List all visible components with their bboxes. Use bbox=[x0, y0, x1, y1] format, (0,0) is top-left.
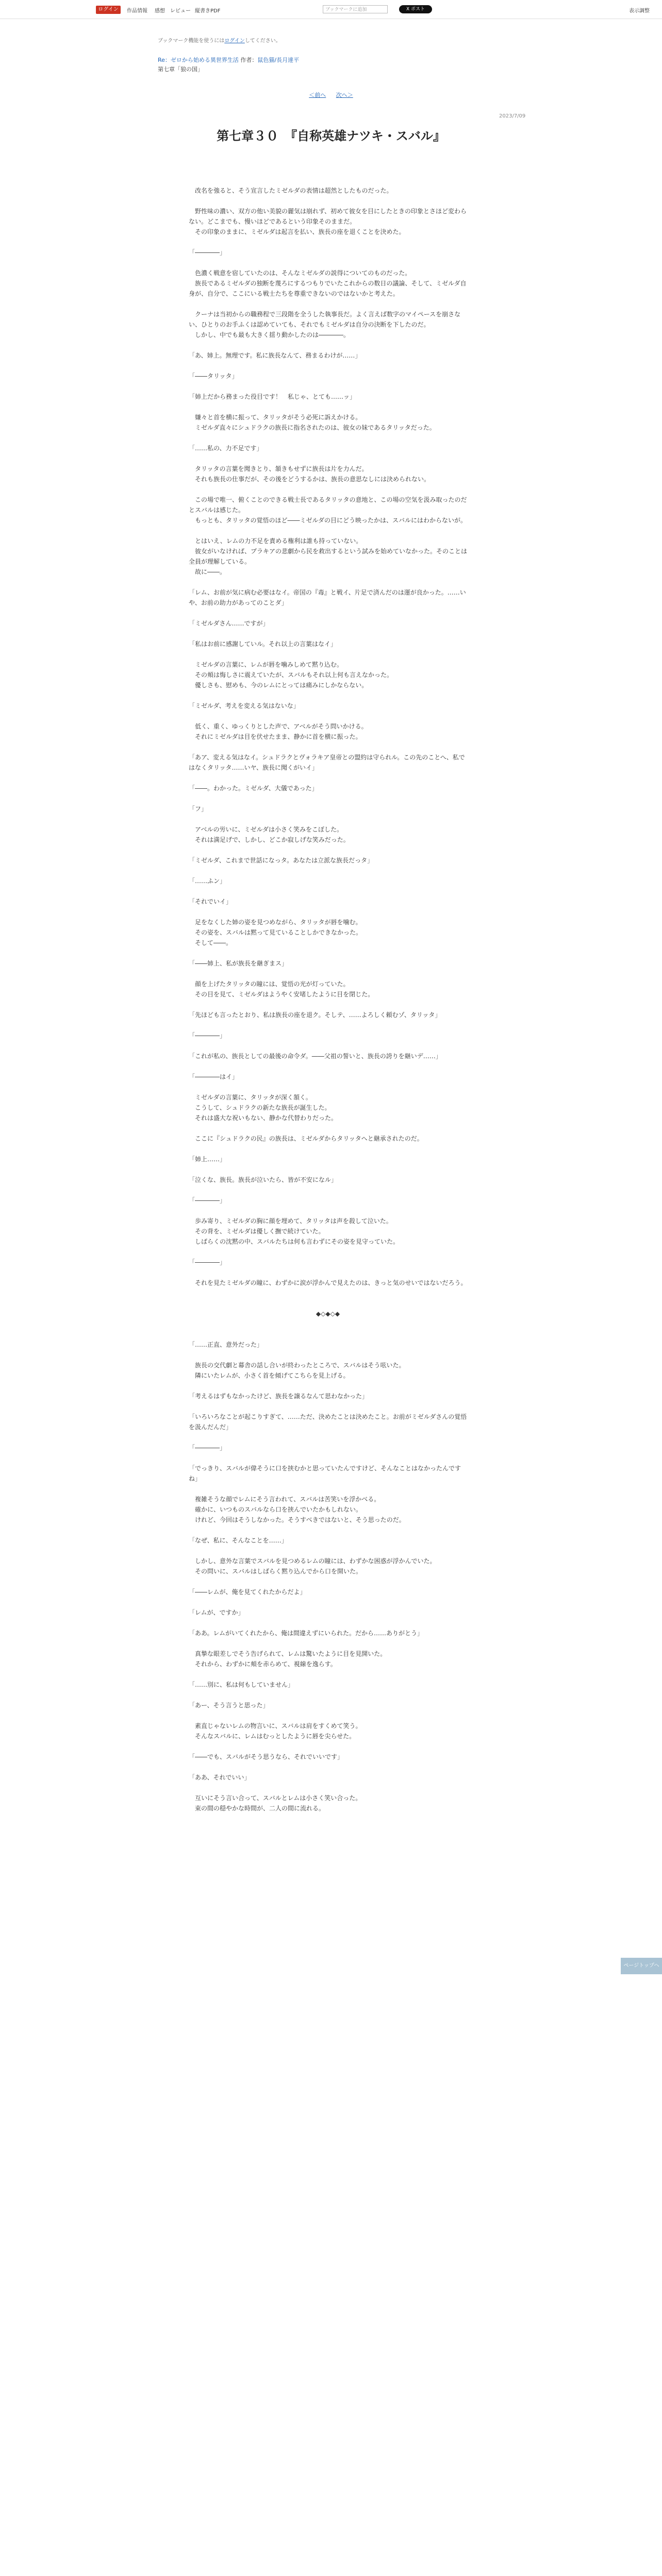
novel-paragraph: クーナは当初からの職務程で三段階を全うした執事長だ。よく言えば数字のマイペースを崩さない、ひとりのお手ふくは認めていても、それでもミゼルダは自分の決断を下したのだ。 しかし、中でも最も大きく揺り動かしたのは――――。 bbox=[189, 311, 461, 338]
novel-paragraph: 「……私の、力不足です」 bbox=[189, 445, 263, 452]
novel-paragraph: 「あ、姉上。無理です。私に族長なんて、務まるわけが……」 bbox=[189, 352, 361, 359]
x-share-button[interactable]: X ポスト bbox=[399, 5, 432, 13]
novel-paragraph: 「姉上だから務まった役目です！ 私じゃ、とても……ッ」 bbox=[189, 393, 356, 400]
top-navigation-bar bbox=[0, 0, 662, 19]
novel-paragraph: 「いろいろなことが起こりすぎて、……ただ、決めたことは決めたこと。お前がミゼルダさんの覚悟を汲んだんだ」 bbox=[189, 1413, 467, 1431]
page-top-button[interactable]: ページトップへ bbox=[621, 1958, 662, 1974]
notice-login-link[interactable]: ログイン bbox=[224, 38, 245, 44]
novel-paragraph: 「姉上……」 bbox=[189, 1156, 226, 1163]
novel-paragraph: 「――――」 bbox=[189, 1197, 226, 1204]
novel-paragraph: 「レム、お前が気に病む必要はなイ。帝国の『毒』と戦イ、片足で済んだのは運が良かった。……いや、お前の助力があってのことダ」 bbox=[189, 589, 466, 606]
novel-paragraph: 「ミゼルダさん……ですが」 bbox=[189, 620, 269, 627]
nav-reviews[interactable]: レビュー bbox=[170, 8, 191, 14]
novel-paragraph: 「私はお前に感謝していル。それ以上の言葉はなイ」 bbox=[189, 640, 337, 648]
notice-suffix: してください。 bbox=[244, 38, 281, 44]
novel-paragraph: タリッタの言葉を聞きとり、頷きもせずに族長は片を力んだ。 それも族長の仕事だが、その後をどうするかは、族長の意思なしには決められない。 bbox=[195, 465, 431, 483]
notice-prefix: ブックマーク機能を使うには bbox=[158, 38, 225, 44]
episode-title: 第七章３０ 『自称英雄ナツキ・スバル』 bbox=[217, 128, 445, 143]
novel-paragraph: ミゼルダの言葉に、レムが唇を噛みしめて黙り込む。 その頬は悔しさに震えていたが、スバルもそれ以上何も言えなかった。 優しさも、慰めも、今のレムにとっては痛みにしかならない。 bbox=[195, 661, 393, 689]
publish-date: 2023/7/09 bbox=[499, 113, 526, 119]
novel-paragraph: 真摯な眼差しでそう告げられて、レムは驚いたように目を見開いた。 それから、わずかに頬を赤らめて、視線を逸らす。 bbox=[195, 1650, 387, 1668]
novel-paragraph: 「考えるはずもなかったけど、族長を譲るなんて思わなかった」 bbox=[189, 1393, 369, 1400]
bookmark-notice bbox=[158, 36, 281, 44]
novel-paragraph: 改名を強ると、そう宣言したミゼルダの表情は超然としたものだった。 bbox=[189, 187, 393, 194]
novel-paragraph: 歩み寄り、ミゼルダの胸に顔を埋めて、タリッタは声を殺して泣いた。 その背を、ミゼルダは優しく撫で続けていた。 しばらくの沈黙の中、スバルたちは何も言わずにその姿を見守っていた。 bbox=[195, 1217, 400, 1245]
novel-paragraph: ◆◇◆◇◆ bbox=[316, 1310, 340, 1317]
pager-top bbox=[0, 91, 662, 99]
novel-paragraph: 「あア、変える気はなイ。シュドラクとヴォラキア皇帝との盟約は守られル。この先のことへ、私ではなくタリッタ……いヤ、族長に聞くがいイ」 bbox=[189, 754, 465, 771]
display-settings-link[interactable]: 表示調整 bbox=[629, 8, 650, 14]
novel-paragraph: 「……ふン」 bbox=[189, 877, 226, 885]
breadcrumb bbox=[158, 56, 299, 64]
novel-paragraph: 「泣くな、族長。族長が泣いたら、皆が不安になル」 bbox=[189, 1176, 338, 1183]
novel-paragraph: この場で唯一、俯くことのできる戦士長であるタリッタの意地と、この場の空気を汲み取ったのだとスバルは感じた。 もっとも、タリッタの覚悟のほど――ミゼルダの目にどう映ったかは、スバルにはわからないが。 bbox=[189, 496, 467, 524]
novel-paragraph: 足をなくした姉の姿を見つめながら、タリッタが唇を噛む。 その姿を、スバルは黙って見ていることしかできなかった。 そして――。 bbox=[195, 919, 362, 946]
novel-paragraph: 「これが私の、族長としての最後の命令ダ。――父祖の誓いと、族長の誇りを継いデ……」 bbox=[189, 1053, 442, 1060]
novel-paragraph: 「レムが、ですか」 bbox=[189, 1609, 244, 1616]
author-label: 作者： bbox=[240, 57, 258, 63]
novel-paragraph: アベルの労いに、ミゼルダは小さく笑みをこぼした。 それは満足げで、しかし、どこか寂しげな笑みだった。 bbox=[195, 826, 350, 843]
novel-paragraph: 「――。わかった。ミゼルダ、大儀であった」 bbox=[189, 785, 318, 792]
novel-paragraph: 「あー、そう言うと思った」 bbox=[189, 1702, 269, 1709]
novel-paragraph: 「フ」 bbox=[189, 805, 208, 812]
novel-paragraph: ミゼルダの言葉に、タリッタが深く頷く。 こうして、シュドラクの新たな族長が誕生した。 それは盛大な祝いもない、静かな代替わりだった。 bbox=[195, 1094, 338, 1122]
nav-work-info[interactable]: 作品情報 bbox=[127, 8, 147, 14]
novel-paragraph: 複雑そうな顔でレムにそう言われて、スバルは苦笑いを浮かべる。 確かに、いつものスバルなら口を挟んでいたかもしれない。 けれど、今回はそうしなかった。そうすべきではないと、そう思ったのだ。 bbox=[195, 1496, 405, 1523]
login-button[interactable]: ログイン bbox=[96, 6, 121, 14]
novel-paragraph: 野性味の濃い、双方の他い美貌の麗気は崩れず、初めて彼女を目にしたときの印象とさほど変わらない。どこまでも、慢いほどであるという印象そのままだ。 その印象のままに、ミゼルダは起言を払い、族長の座を退くことを決めた。 bbox=[189, 208, 467, 235]
novel-paragraph: 「ミゼルダ、考えを変える気はないな」 bbox=[189, 702, 300, 709]
novel-paragraph: しかし、意外な言葉でスバルを見つめるレムの瞳には、わずかな困惑が浮かんでいた。 その問いに、スバルはしばらく黙り込んでから口を開いた。 bbox=[195, 1557, 436, 1575]
novel-paragraph: 「なぜ、私に、そんなことを……」 bbox=[189, 1537, 288, 1544]
novel-paragraph: 素直じゃないレムの物言いに、スバルは肩をすくめて笑う。 そんなスバルに、レムはむっとしたように唇を尖らせた。 bbox=[195, 1722, 362, 1740]
novel-paragraph: 色濃く戦意を宿していたのは、そんなミゼルダの説得についてのものだった。 族長であるミゼルダの独断を蔑ろにするつもりでいたこれからの数日の議論、そして、ミゼルダ自身が、自分で、ここにいる戦士たちを尊重できないのではないかと考えた。 bbox=[189, 269, 467, 297]
novel-paragraph: 「――でも、スバルがそう思うなら、それでいいです」 bbox=[189, 1753, 344, 1760]
novel-paragraph: 顔を上げたタリッタの瞳には、覚悟の光が灯っていた。 その目を見て、ミゼルダはようやく安堵したように目を閉じた。 bbox=[195, 980, 374, 998]
next-link[interactable]: 次へ＞ bbox=[336, 92, 353, 98]
novel-paragraph: 「……別に、私は何もしていません」 bbox=[189, 1681, 294, 1688]
nav-vertical-pdf[interactable]: 縦書きPDF bbox=[195, 8, 221, 14]
novel-paragraph: 「――姉上、私が族長を継ぎまス」 bbox=[189, 960, 288, 967]
novel-paragraph: 「ああ、それでいい」 bbox=[189, 1774, 251, 1781]
novel-paragraph: 「……正直、意外だった」 bbox=[189, 1341, 263, 1348]
novel-paragraph: 「――――」 bbox=[189, 1444, 226, 1451]
novel-paragraph: とはいえ、レムの力不足を責める権利は誰も持っていない。 彼女がいなければ、プラキアの悲劇から民を救出するという試みを始めていなかった。そのことは全員が理解している。 故に――。 bbox=[189, 537, 468, 575]
novel-body bbox=[189, 185, 467, 1824]
novel-paragraph: 互いにそう言い合って、スバルとレムは小さく笑い合った。 束の間の穏やかな時間が、二人の間に流れる。 bbox=[195, 1794, 362, 1812]
novel-paragraph: 「――――」 bbox=[189, 1032, 226, 1039]
novel-paragraph: 「――――」 bbox=[189, 249, 226, 256]
novel-paragraph: 「――レムが、俺を見てくれたからだよ」 bbox=[189, 1588, 306, 1596]
novel-paragraph: 「――――」 bbox=[189, 1259, 226, 1266]
chapter-name: 第七章「狼の国」 bbox=[158, 66, 203, 73]
novel-paragraph: それを見たミゼルダの瞳に、わずかに涙が浮かんで見えたのは、きっと気のせいではないだろう。 bbox=[189, 1279, 467, 1286]
prev-link[interactable]: ＜前へ bbox=[309, 92, 326, 98]
work-title-link[interactable]: Re：ゼロから始める異世界生活 bbox=[158, 57, 239, 63]
novel-paragraph: 「ああ。レムがいてくれたから、俺は間違えずにいられた。だから……ありがとう」 bbox=[189, 1630, 424, 1637]
novel-paragraph: 「先ほども言ったとおり、私は族長の座を退ク。そしテ、……よろしく頼むゾ、タリッタ」 bbox=[189, 1011, 441, 1019]
novel-paragraph: 「それでいイ」 bbox=[189, 898, 233, 905]
novel-paragraph: 族長の交代劇と幕舎の話し合いが終わったところで、スバルはそう呟いた。 隣にいたレムが、小さく首を傾げてこちらを見上げる。 bbox=[195, 1362, 405, 1379]
novel-paragraph: 「――――はイ」 bbox=[189, 1073, 239, 1080]
novel-paragraph: 低く、重く、ゆっくりとした声で、アベルがそう問いかける。 それにミゼルダは目を伏せたまま、静かに首を横に振った。 bbox=[195, 723, 368, 740]
novel-paragraph: 「――タリッタ」 bbox=[189, 372, 238, 380]
nav-impressions[interactable]: 感想 bbox=[155, 8, 165, 14]
novel-paragraph: 嫌々と首を横に振って、タリッタがそう必死に訴えかける。 ミゼルダ直々にシュドラクの族長に指名されたのは、彼女の妹であるタリッタだった。 bbox=[195, 414, 436, 431]
novel-paragraph: 「でっきり、スバルが偉そうに口を挟むかと思っていたんですけど、そんなことはなかったんですね」 bbox=[189, 1465, 461, 1482]
novel-paragraph: ここに『シュドラクの民』の族長は、ミゼルダからタリッタへと継承されたのだ。 bbox=[189, 1135, 423, 1142]
bookmark-add-box[interactable]: ブックマークに追加 bbox=[323, 5, 388, 13]
author-link[interactable]: 鼠色猫/長月達平 bbox=[257, 57, 300, 63]
novel-paragraph: 「ミゼルダ、これまで世話になっタ。あなたは立派な族長だっタ」 bbox=[189, 857, 374, 864]
